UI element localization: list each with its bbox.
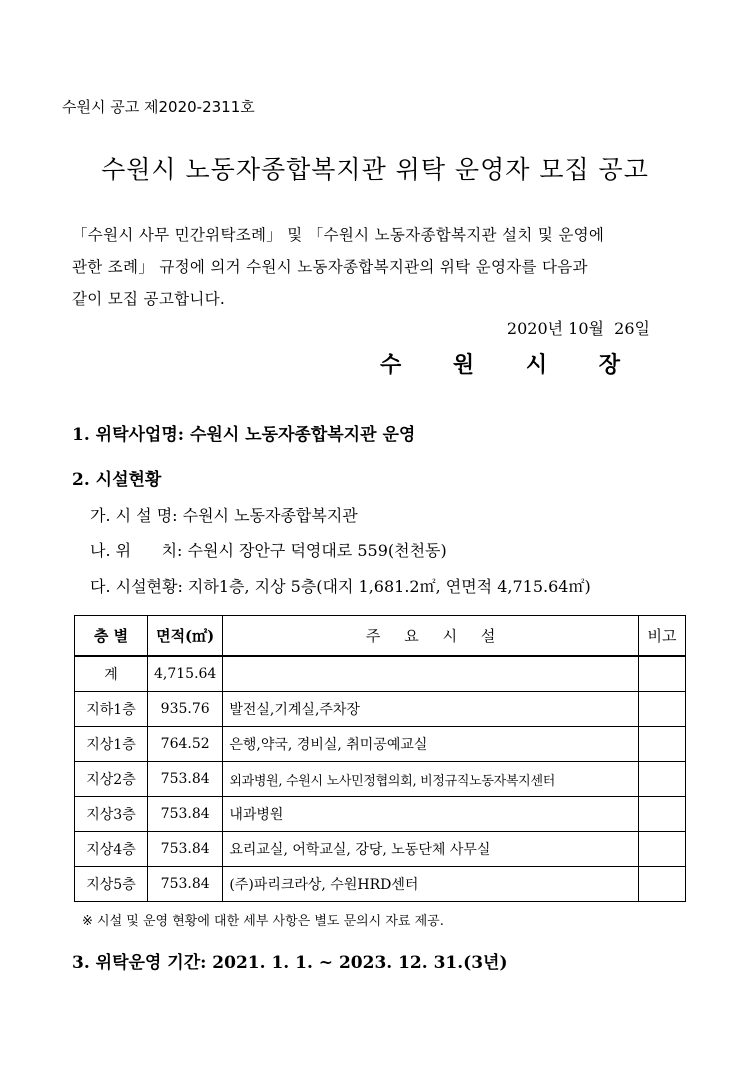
cell-facilities: 발전실,기계실,주차장 [223, 692, 639, 727]
header-remarks: 비고 [639, 616, 686, 657]
cell-floor: 지상5층 [75, 867, 148, 902]
cell-floor: 지상2층 [75, 762, 148, 797]
section-1-heading: 1. 위탁사업명: 수원시 노동자종합복지관 운영 [72, 425, 416, 445]
notice-date: 2020년 10월 26일 [506, 319, 650, 338]
intro-line: 같이 모집 공고합니다. [72, 290, 226, 308]
table-row [75, 727, 686, 762]
cell-facilities: 요리교실, 어학교실, 강당, 노동단체 사무실 [223, 832, 639, 867]
notice-number: 수원시 공고 제2020-2311호 [62, 98, 255, 116]
cell-remarks [639, 867, 686, 902]
cell-floor: 지하1층 [75, 692, 148, 727]
cell-facilities: 내과병원 [223, 797, 639, 832]
table-row [75, 832, 686, 867]
cell-remarks [639, 727, 686, 762]
table-row [75, 692, 686, 727]
page-title: 수원시 노동자종합복지관 위탁 운영자 모집 공고 [101, 155, 649, 184]
cell-floor: 지상1층 [75, 727, 148, 762]
cell-area: 753.84 [148, 867, 223, 902]
facility-location: 나. 위 치: 수원시 장안구 덕영대로 559(천천동) [90, 541, 447, 560]
header-facilities: 주 요 시 설 [223, 616, 639, 657]
cell-facilities [223, 656, 639, 692]
intro-paragraph [72, 219, 702, 315]
facility-table [74, 615, 686, 902]
section-2-heading: 2. 시설현황 [72, 470, 162, 490]
table-row [75, 797, 686, 832]
table-footnote: ※ 시설 및 운영 현황에 대한 세부 사항은 별도 문의시 자료 제공. [82, 914, 444, 929]
cell-area: 753.84 [148, 797, 223, 832]
cell-area: 753.84 [148, 762, 223, 797]
cell-facilities: (주)파리크라상, 수원HRD센터 [223, 867, 639, 902]
table-row [75, 656, 686, 692]
cell-floor: 계 [75, 656, 148, 692]
cell-remarks [639, 832, 686, 867]
header-floor: 층 별 [75, 616, 148, 657]
table-header-row [75, 616, 686, 657]
cell-area: 935.76 [148, 692, 223, 727]
cell-remarks [639, 656, 686, 692]
table-row [75, 867, 686, 902]
cell-facilities: 은행,약국, 경비실, 취미공예교실 [223, 727, 639, 762]
intro-line: 관한 조례」 규정에 의거 수원시 노동자종합복지관의 위탁 운영자를 다음과 [72, 258, 588, 276]
issuer: 수 원 시 장 [380, 352, 642, 378]
cell-floor: 지상3층 [75, 797, 148, 832]
header-area: 면적(㎡) [148, 616, 223, 657]
cell-facilities: 외과병원, 수원시 노사민정협의회, 비정규직노동자복지센터 [223, 762, 639, 797]
facility-name: 가. 시 설 명: 수원시 노동자종합복지관 [90, 506, 358, 525]
intro-line: 「수원시 사무 민간위탁조례」 및 「수원시 노동자종합복지관 설치 및 운영에 [72, 226, 605, 244]
cell-remarks [639, 797, 686, 832]
cell-area: 753.84 [148, 832, 223, 867]
table-row [75, 762, 686, 797]
cell-area: 764.52 [148, 727, 223, 762]
cell-floor: 지상4층 [75, 832, 148, 867]
cell-area: 4,715.64 [148, 656, 223, 692]
section-3-heading: 3. 위탁운영 기간: 2021. 1. 1. ~ 2023. 12. 31.(3년) [72, 953, 508, 973]
cell-remarks [639, 692, 686, 727]
cell-remarks [639, 762, 686, 797]
facility-status: 다. 시설현황: 지하1층, 지상 5층(대지 1,681.2㎡, 연면적 4,715.64㎡) [90, 577, 591, 596]
